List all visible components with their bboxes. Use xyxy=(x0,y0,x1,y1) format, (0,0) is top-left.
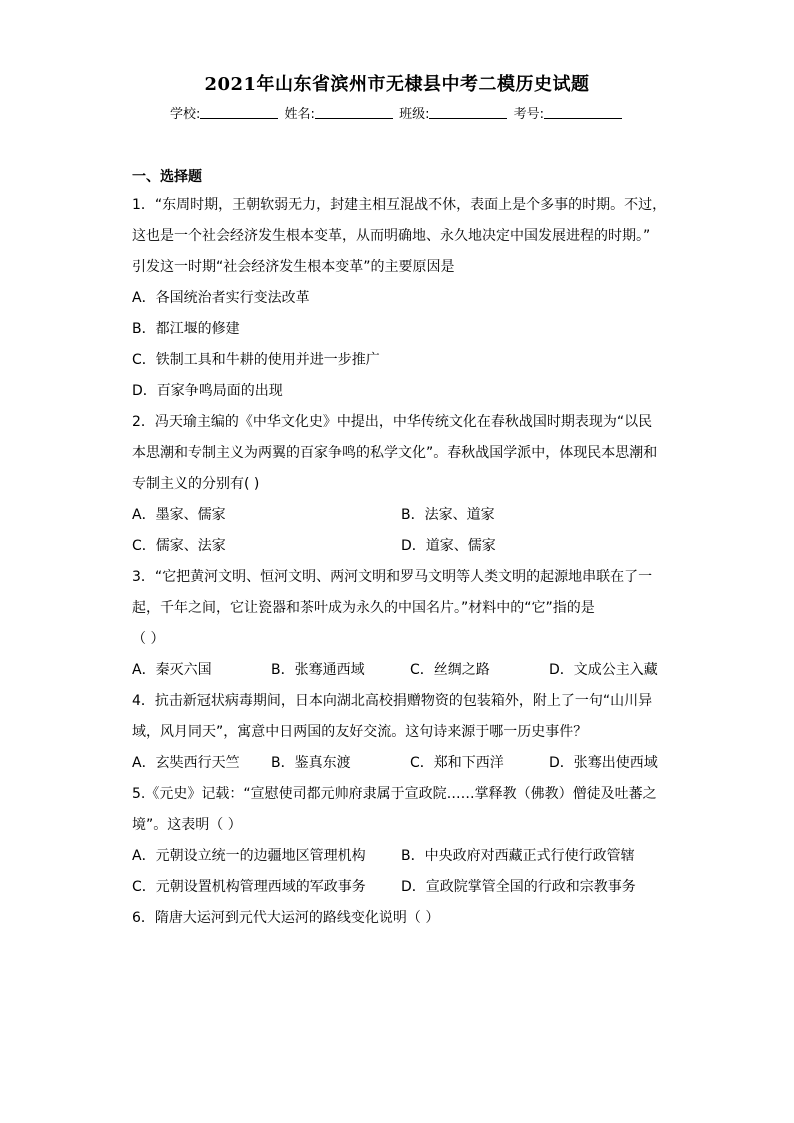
question-stem-line: 2．冯天瑜主编的《中华文化史》中提出，中华传统文化在春秋战国时期表现为“以民 xyxy=(132,414,653,430)
question-stem-line: 专制主义的分别有( ) xyxy=(132,476,260,492)
question-5 xyxy=(132,779,670,903)
option-c: C．铁制工具和牛耕的使用并进一步推广 xyxy=(132,352,380,368)
question-1 xyxy=(132,190,670,407)
section-heading: 一、选择题 xyxy=(132,169,202,185)
question-6 xyxy=(132,903,670,934)
option-row xyxy=(132,841,670,872)
exam-number-blank[interactable] xyxy=(544,106,622,119)
option-row xyxy=(132,500,670,531)
option-d: D．张骞出使西域 xyxy=(549,755,658,771)
option-d: D．宣政院掌管全国的行政和宗教事务 xyxy=(401,879,636,895)
question-stem-line: （ ） xyxy=(132,631,165,647)
name-label: 姓名: xyxy=(284,107,315,122)
option-c: C．元朝设置机构管理西域的军政事务 xyxy=(132,879,366,895)
option-a: A．墨家、儒家 xyxy=(132,507,226,523)
question-stem-line: 1．“东周时期，王朝软弱无力，封建主相互混战不休，表面上是个多事的时期。不过， xyxy=(132,197,667,213)
option-row xyxy=(132,531,670,562)
exam-number-label: 考号: xyxy=(513,107,544,122)
school-blank[interactable] xyxy=(200,106,278,119)
option-a: A．各国统治者实行变法改革 xyxy=(132,290,310,306)
question-list xyxy=(132,190,670,934)
question-stem-line: 境”。这表明（ ） xyxy=(132,817,242,833)
option-row xyxy=(132,748,670,779)
option-d: D．文成公主入藏 xyxy=(549,662,658,678)
option-a: A．秦灭六国 xyxy=(132,662,212,678)
question-stem-line: 5.《元史》记载：“宣慰使司都元帅府隶属于宣政院……掌释教（佛教）僧徒及吐蕃之 xyxy=(132,786,657,802)
option-b: B．都江堰的修建 xyxy=(132,321,240,337)
option-c: C．郑和下西洋 xyxy=(410,755,504,771)
question-stem-line: 域，风月同天”，寓意中日两国的友好交流。这句诗来源于哪一历史事件？ xyxy=(132,724,588,740)
class-blank[interactable] xyxy=(429,106,507,119)
question-stem-line: 6．隋唐大运河到元代大运河的路线变化说明（ ） xyxy=(132,910,440,926)
option-c: C．儒家、法家 xyxy=(132,538,226,554)
question-stem-line: 本思潮和专制主义为两翼的百家争鸣的私学文化”。春秋战国学派中，体现民本思潮和 xyxy=(132,445,658,461)
school-label: 学校: xyxy=(170,107,201,122)
question-stem-line: 引发这一时期“社会经济发生根本变革”的主要原因是 xyxy=(132,259,455,275)
option-row xyxy=(132,655,670,686)
option-a: A．玄奘西行天竺 xyxy=(132,755,240,771)
option-row xyxy=(132,872,670,903)
question-stem-line: 3．“它把黄河文明、恒河文明、两河文明和罗马文明等人类文明的起源地串联在了一 xyxy=(132,569,653,585)
option-b: B．法家、道家 xyxy=(401,507,495,523)
class-label: 班级: xyxy=(399,107,430,122)
student-info-line xyxy=(0,103,794,122)
option-b: B．中央政府对西藏正式行使行政管辖 xyxy=(401,848,635,864)
option-d: D．道家、儒家 xyxy=(401,538,496,554)
option-a: A．元朝设立统一的边疆地区管理机构 xyxy=(132,848,366,864)
option-d: D．百家争鸣局面的出现 xyxy=(132,383,283,399)
option-c: C．丝绸之路 xyxy=(410,662,490,678)
question-stem-line: 这也是一个社会经济发生根本变革，从而明确地、永久地决定中国发展进程的时期。” xyxy=(132,228,651,244)
question-3 xyxy=(132,562,670,686)
question-4 xyxy=(132,686,670,779)
exam-title: 2021年山东省滨州市无棣县中考二模历史试题 xyxy=(204,74,590,95)
question-stem-line: 4．抗击新冠状病毒期间，日本向湖北高校捐赠物资的包装箱外，附上了一句“山川异 xyxy=(132,693,653,709)
question-stem-line: 起，千年之间，它让瓷器和茶叶成为永久的中国名片。”材料中的“它”指的是 xyxy=(132,600,595,616)
option-b: B．张骞通西域 xyxy=(271,662,365,678)
option-b: B．鉴真东渡 xyxy=(271,755,351,771)
question-2 xyxy=(132,407,670,562)
name-blank[interactable] xyxy=(315,106,393,119)
